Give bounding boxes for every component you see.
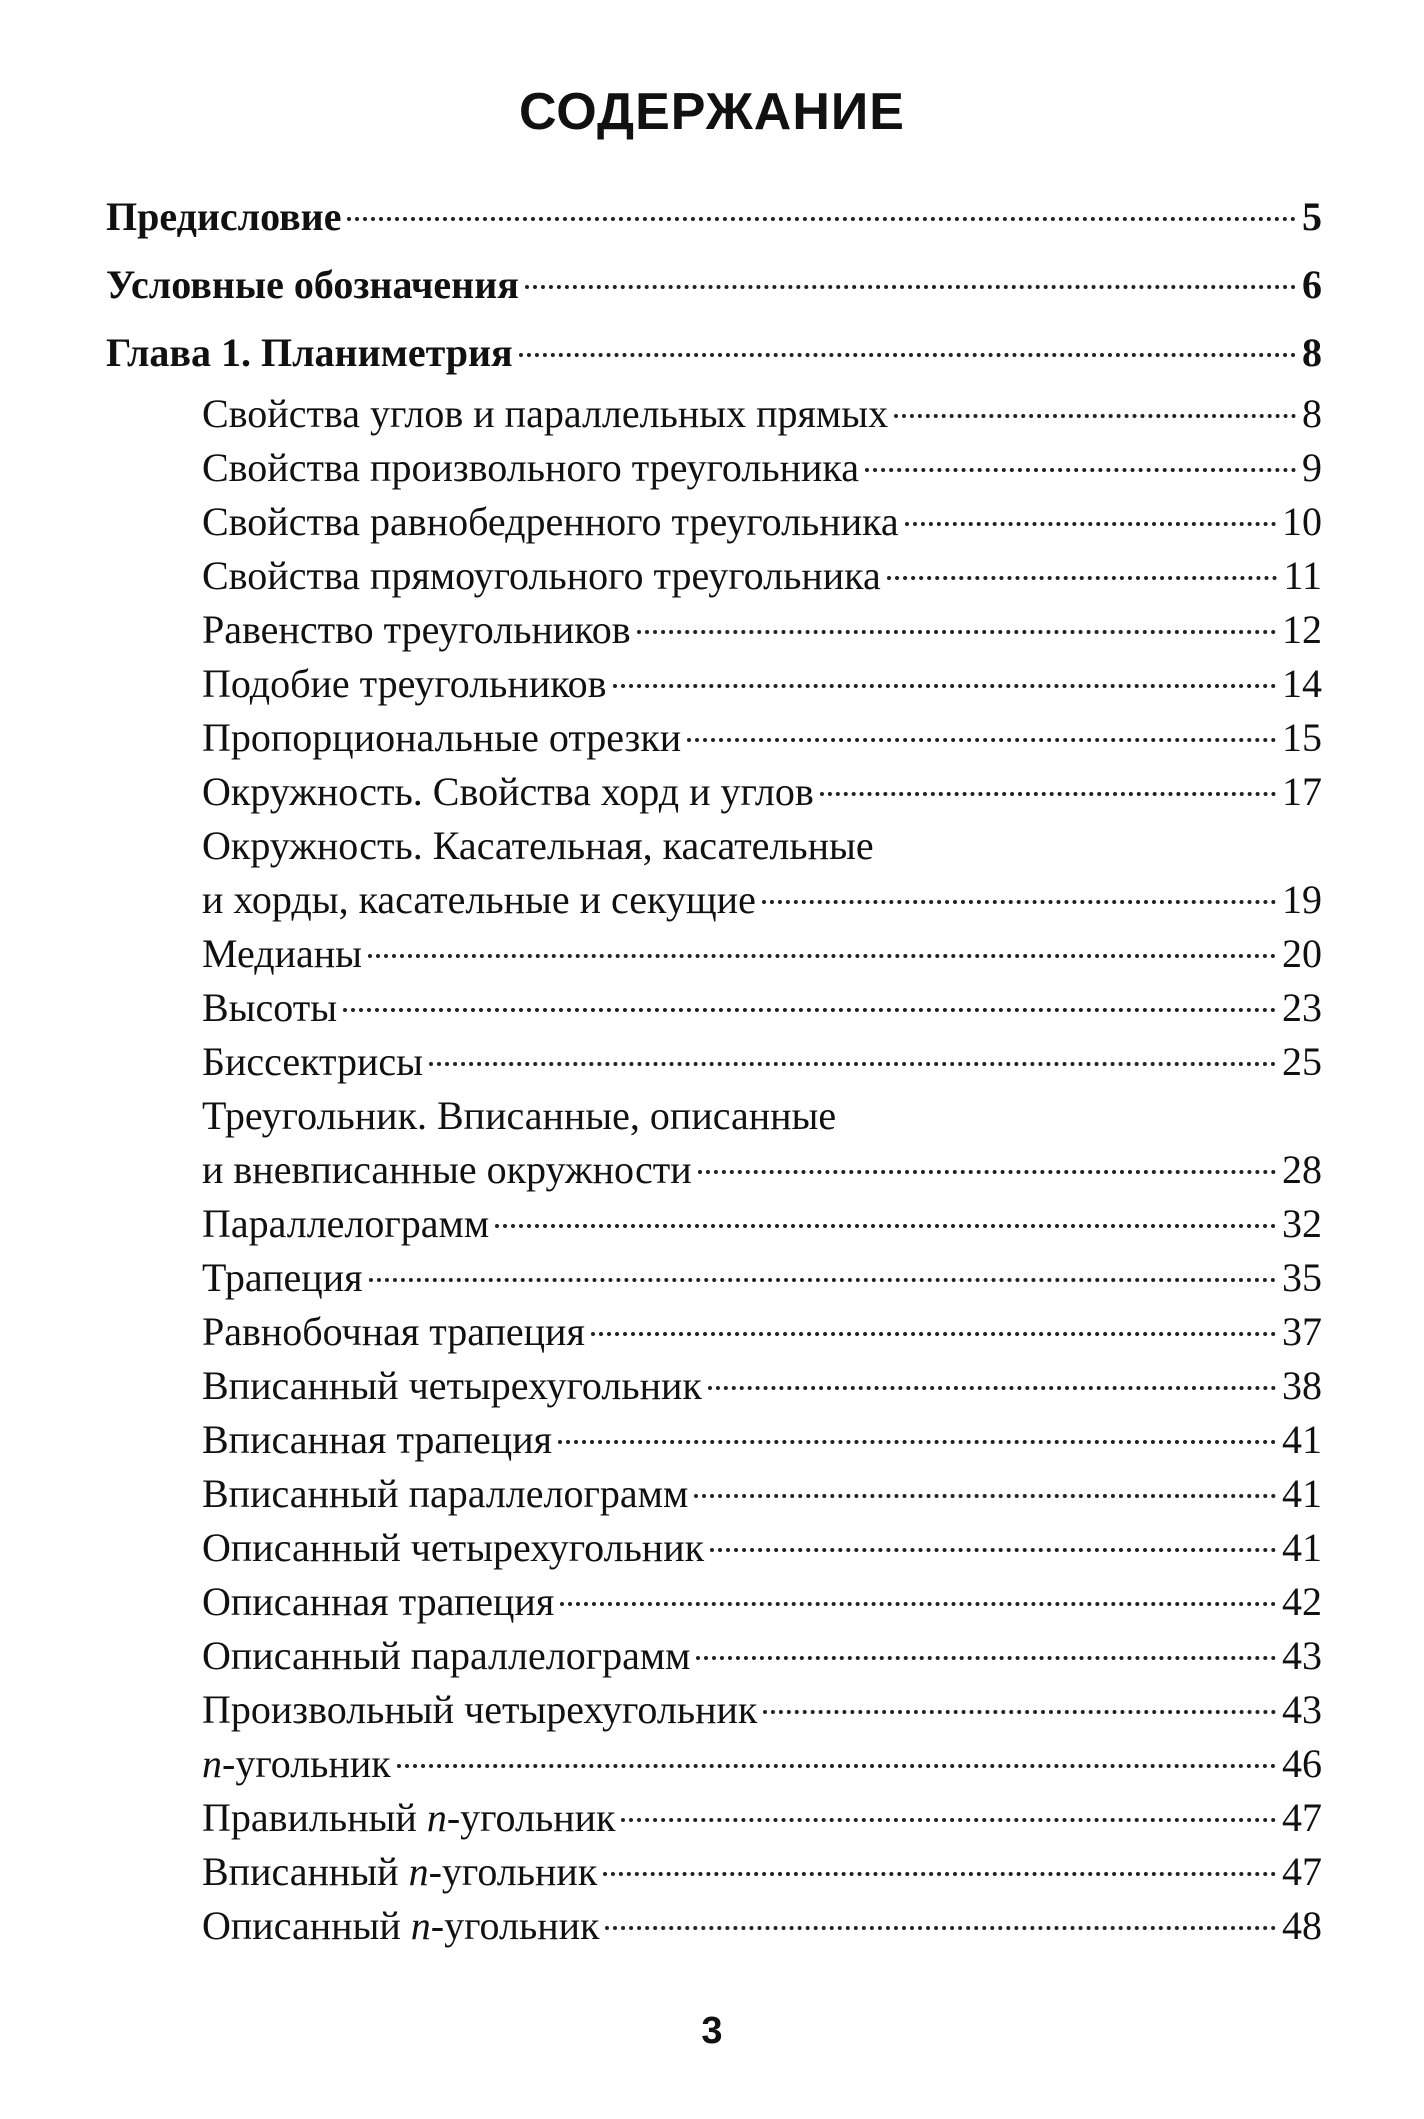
toc-entry-label: Предисловие	[106, 194, 342, 239]
toc-entry-chapter-1[interactable]	[106, 319, 1322, 387]
dot-leader	[621, 1818, 1276, 1822]
toc-entry[interactable]	[106, 1251, 1322, 1305]
toc-entry-page: 8	[1302, 391, 1322, 436]
toc-entry-page: 25	[1282, 1039, 1322, 1084]
toc-entry[interactable]	[106, 1359, 1322, 1413]
toc-entry-label: Вписанный четырехугольник	[202, 1363, 702, 1408]
toc-entry-label: n-угольник	[202, 1741, 391, 1786]
toc-entry-page: 8	[1302, 330, 1322, 375]
toc-entry[interactable]	[106, 819, 1322, 927]
toc-entry-page: 9	[1302, 445, 1322, 490]
toc-entry-page: 23	[1282, 985, 1322, 1030]
page-title: СОДЕРЖАНИЕ	[519, 83, 905, 141]
toc-entry-label: Глава 1. Планиметрия	[106, 330, 513, 375]
toc-entry-label: Вписанная трапеция	[202, 1417, 553, 1462]
toc-entry-label: Высоты	[202, 985, 338, 1030]
dot-leader	[698, 1170, 1276, 1174]
toc-entry[interactable]	[106, 927, 1322, 981]
toc-entry-page: 42	[1282, 1579, 1322, 1624]
dot-leader	[694, 1494, 1276, 1498]
toc-entry-label: Описанный n-угольник	[202, 1903, 600, 1948]
toc-entry-label: Условные обозначения	[106, 262, 519, 307]
dot-leader	[696, 1656, 1276, 1660]
toc-entry[interactable]	[106, 1899, 1322, 1953]
dot-leader	[894, 414, 1296, 418]
toc-entry-label: Произвольный четырехугольник	[202, 1687, 758, 1732]
toc-entry-page: 41	[1282, 1471, 1322, 1516]
dot-leader	[905, 522, 1276, 526]
toc-entry[interactable]	[106, 1845, 1322, 1899]
dot-leader	[343, 1008, 1276, 1012]
dot-leader	[687, 738, 1276, 742]
dot-leader	[558, 1440, 1276, 1444]
dot-leader	[865, 468, 1296, 472]
toc-entry-label: Биссектрисы	[202, 1039, 424, 1084]
toc-entry-label-line2: и хорды, касательные и секущие	[202, 877, 756, 922]
toc-entry-label: Пропорциональные отрезки	[202, 715, 682, 760]
toc-entry-page: 43	[1282, 1633, 1322, 1678]
dot-leader	[613, 684, 1276, 688]
toc-entry-label: Окружность. Свойства хорд и углов	[202, 769, 814, 814]
table-of-contents	[106, 183, 1322, 1953]
dot-leader	[603, 1872, 1276, 1876]
toc-entry-page: 47	[1282, 1795, 1322, 1840]
dot-leader	[710, 1548, 1276, 1552]
dot-leader	[637, 630, 1276, 634]
toc-entry[interactable]	[106, 1629, 1322, 1683]
toc-entry-label: Свойства равнобедренного треугольника	[202, 499, 899, 544]
toc-entry-notation[interactable]	[106, 251, 1322, 319]
toc-entry-label: Равенство треугольников	[202, 607, 631, 652]
dot-leader	[397, 1764, 1276, 1768]
toc-entry-label: Вписанный n-угольник	[202, 1849, 598, 1894]
toc-entry[interactable]	[106, 765, 1322, 819]
toc-entry[interactable]	[106, 1521, 1322, 1575]
toc-entry[interactable]	[106, 981, 1322, 1035]
toc-entry[interactable]	[106, 1575, 1322, 1629]
toc-entry-label: Медианы	[202, 931, 363, 976]
toc-entry[interactable]	[106, 1197, 1322, 1251]
toc-entry-page: 19	[1282, 877, 1322, 922]
toc-entry-page: 14	[1282, 661, 1322, 706]
toc-entry[interactable]	[106, 549, 1322, 603]
toc-entry-page: 41	[1282, 1417, 1322, 1462]
toc-entry-label: Свойства прямоугольного треугольника	[202, 553, 881, 598]
toc-entry-label: Вписанный параллелограмм	[202, 1471, 689, 1516]
toc-entry[interactable]	[106, 1035, 1322, 1089]
toc-entry-page: 12	[1282, 607, 1322, 652]
page-number: 3	[701, 2010, 723, 2052]
toc-entry[interactable]	[106, 711, 1322, 765]
dot-leader	[519, 353, 1296, 357]
toc-entry[interactable]	[106, 1305, 1322, 1359]
toc-entry-label-line1: Треугольник. Вписанные, описанные	[202, 1093, 837, 1138]
dot-leader	[708, 1386, 1276, 1390]
toc-entry-page: 43	[1282, 1687, 1322, 1732]
toc-entry-page: 47	[1282, 1849, 1322, 1894]
toc-entry[interactable]	[106, 657, 1322, 711]
toc-entry[interactable]	[106, 1791, 1322, 1845]
toc-entry[interactable]	[106, 1089, 1322, 1197]
toc-entry-page: 5	[1302, 194, 1322, 239]
toc-entry-page: 11	[1283, 553, 1322, 598]
toc-entry-page: 35	[1282, 1255, 1322, 1300]
dot-leader	[762, 900, 1276, 904]
dot-leader	[820, 792, 1276, 796]
toc-entry-page: 20	[1282, 931, 1322, 976]
dot-leader	[763, 1710, 1276, 1714]
toc-entry-label-line2: и вневписанные окружности	[202, 1147, 692, 1192]
toc-entry-page: 48	[1282, 1903, 1322, 1948]
toc-entry[interactable]	[106, 1467, 1322, 1521]
toc-entry-page: 28	[1282, 1147, 1322, 1192]
dot-leader	[887, 576, 1278, 580]
toc-entry-page: 41	[1282, 1525, 1322, 1570]
toc-entry[interactable]	[106, 603, 1322, 657]
toc-entry-label: Свойства произвольного треугольника	[202, 445, 859, 490]
dot-leader	[605, 1926, 1276, 1930]
toc-entry-label-line1: Окружность. Касательная, касательные	[202, 823, 874, 868]
toc-entry[interactable]	[106, 1683, 1322, 1737]
toc-entry-page: 32	[1282, 1201, 1322, 1246]
dot-leader	[495, 1224, 1276, 1228]
toc-entry[interactable]	[106, 441, 1322, 495]
toc-entry-page: 17	[1282, 769, 1322, 814]
dot-leader	[429, 1062, 1276, 1066]
toc-entry-label: Свойства углов и параллельных прямых	[202, 391, 889, 436]
toc-entry[interactable]	[106, 387, 1322, 441]
toc-entry-label: Правильный n-угольник	[202, 1795, 616, 1840]
toc-entry-preface[interactable]	[106, 183, 1322, 251]
dot-leader	[591, 1332, 1276, 1336]
toc-entry[interactable]	[106, 495, 1322, 549]
toc-entry-label: Параллелограмм	[202, 1201, 490, 1246]
dot-leader	[368, 954, 1276, 958]
toc-entry-page: 37	[1282, 1309, 1322, 1354]
toc-entry-page: 38	[1282, 1363, 1322, 1408]
toc-entry-label: Описанный параллелограмм	[202, 1633, 691, 1678]
dot-leader	[369, 1278, 1276, 1282]
toc-entry-label: Описанная трапеция	[202, 1579, 555, 1624]
toc-entry-label: Трапеция	[202, 1255, 363, 1300]
toc-entry-page: 15	[1282, 715, 1322, 760]
toc-entry-label: Описанный четырехугольник	[202, 1525, 705, 1570]
toc-entry-label: Равнобочная трапеция	[202, 1309, 585, 1354]
dot-leader	[525, 285, 1296, 289]
toc-entry-label: Подобие треугольников	[202, 661, 607, 706]
toc-entry-page: 46	[1282, 1741, 1322, 1786]
toc-entry-page: 6	[1302, 262, 1322, 307]
toc-entry[interactable]	[106, 1737, 1322, 1791]
dot-leader	[560, 1602, 1276, 1606]
toc-entry-page: 10	[1282, 499, 1322, 544]
dot-leader	[347, 217, 1296, 221]
toc-entry[interactable]	[106, 1413, 1322, 1467]
